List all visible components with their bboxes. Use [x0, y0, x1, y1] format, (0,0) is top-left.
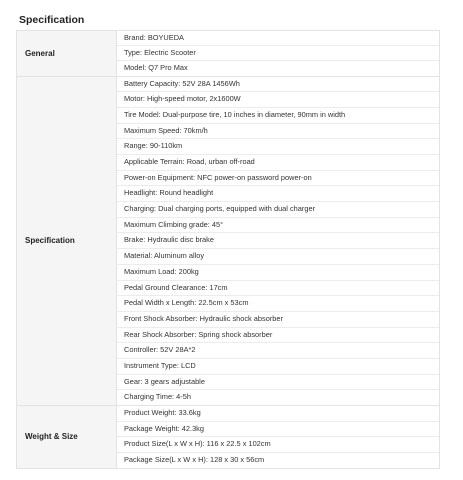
spec-section-weight-size — [17, 406, 440, 469]
spec-item: Product Size(L x W x H): 116 x 22.5 x 102cm — [117, 437, 439, 453]
spec-item: Headlight: Round headlight — [117, 186, 439, 202]
spec-item: Model: Q7 Pro Max — [124, 63, 188, 73]
spec-item: Material: Aluminum alloy — [117, 249, 439, 265]
spec-item: Battery Capacity: 52V 28A 1456Wh — [117, 77, 439, 93]
spec-item: Pedal Width x Length: 22.5cm x 53cm — [117, 296, 439, 312]
spec-section-specification — [17, 76, 440, 405]
spec-item: Tire Model: Dual-purpose tire, 10 inches in diameter, 90mm in width — [117, 108, 439, 124]
spec-item: Brake: Hydraulic disc brake — [117, 233, 439, 249]
spec-item: Charging: Dual charging ports, equipped with dual charger — [117, 202, 439, 218]
spec-section-general — [17, 31, 440, 77]
spec-item: Maximum Climbing grade: 45° — [117, 218, 439, 234]
spec-item: Motor: High-speed motor, 2x1600W — [117, 92, 439, 108]
spec-item: Pedal Ground Clearance: 17cm — [117, 281, 439, 297]
spec-item: Front Shock Absorber: Hydraulic shock absorber — [117, 312, 439, 328]
spec-item: Power-on Equipment: NFC power-on password power-on — [117, 171, 439, 187]
spec-item: Maximum Load: 200kg — [117, 265, 439, 281]
spec-item: Controller: 52V 28A*2 — [117, 343, 439, 359]
section-category: Weight & Size — [17, 406, 117, 469]
section-values — [117, 31, 440, 77]
section-values — [117, 406, 440, 469]
section-values — [117, 76, 440, 405]
spec-item: Gear: 3 gears adjustable — [117, 375, 439, 391]
section-category: General — [17, 31, 117, 77]
page-title: Specification — [19, 14, 85, 26]
spec-item: Maximum Speed: 70km/h — [117, 124, 439, 140]
spec-item: Package Size(L x W x H): 128 x 30 x 56cm — [124, 455, 265, 465]
spec-item: Range: 90-110km — [117, 139, 439, 155]
spec-item: Package Weight: 42.3kg — [117, 422, 439, 438]
spec-item: Charging Time: 4-5h — [124, 392, 191, 402]
section-category: Specification — [17, 76, 117, 405]
spec-item: Type: Electric Scooter — [117, 46, 439, 61]
spec-item: Brand: BOYUEDA — [117, 31, 439, 46]
spec-item: Rear Shock Absorber: Spring shock absorber — [117, 328, 439, 344]
spec-item: Instrument Type: LCD — [117, 359, 439, 375]
spec-item: Product Weight: 33.6kg — [117, 406, 439, 422]
spec-table — [16, 30, 440, 469]
spec-item: Applicable Terrain: Road, urban off-road — [117, 155, 439, 171]
